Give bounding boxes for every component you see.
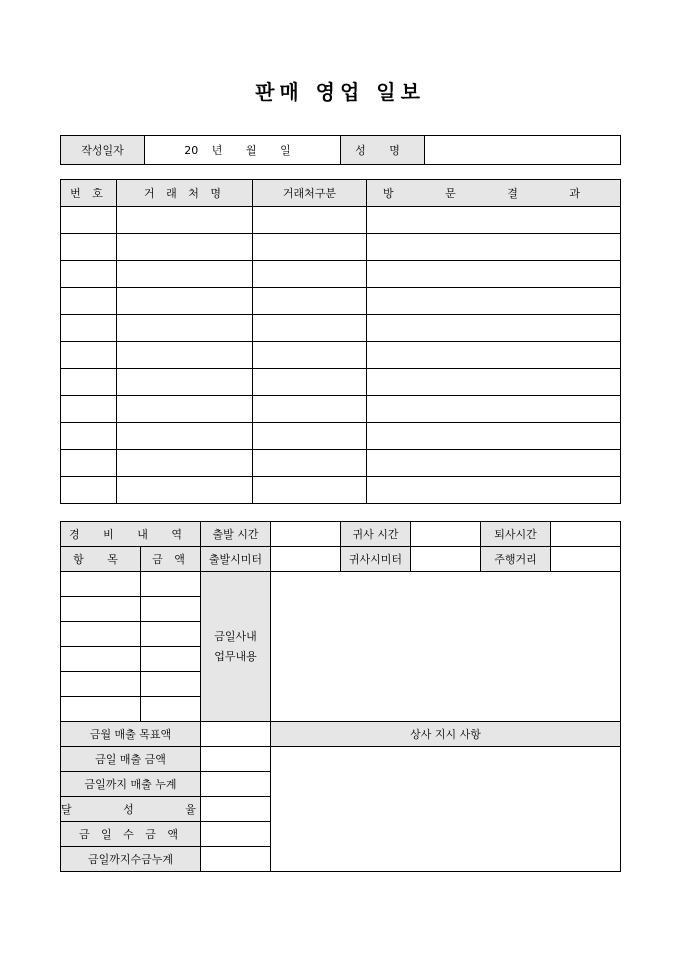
visit-result-cell[interactable] [367,423,621,450]
date-year: 20 [184,144,199,157]
daily-collection-field[interactable] [201,822,271,847]
visit-result-cell[interactable] [367,315,621,342]
visit-row [61,369,621,396]
visit-client-name-cell[interactable] [117,315,253,342]
work-label-line-1: 금일사내 [214,629,257,643]
expense-item-cell[interactable] [61,622,141,647]
visit-client-name-cell[interactable] [117,261,253,288]
distance-label: 주행거리 [481,547,551,572]
visit-client-type-cell[interactable] [253,423,367,450]
depart-time-label: 출발 시간 [201,522,271,547]
superior-instructions-label: 상사 지시 사항 [271,722,621,747]
daily-sales-field[interactable] [201,747,271,772]
visit-client-type-cell[interactable] [253,369,367,396]
document-title: 판매 영업 일보 [255,80,425,104]
visit-result-cell[interactable] [367,288,621,315]
visit-number-cell[interactable] [61,396,117,423]
date-unit-year: 년 [211,144,223,157]
amount-label: 금 액 [141,547,201,572]
item-label: 항 목 [61,547,141,572]
cumulative-sales-label: 금일까지 매출 누계 [61,772,201,797]
expense-amount-cell[interactable] [141,597,201,622]
visit-row [61,342,621,369]
depart-meter-field[interactable] [271,547,341,572]
header-info-table [60,135,621,165]
visit-table [60,179,621,504]
expense-label: 경 비 내 역 [61,522,201,547]
date-unit-day: 일 [280,144,291,157]
expense-item-cell[interactable] [61,697,141,722]
visit-result-cell[interactable] [367,261,621,288]
visit-row [61,207,621,234]
col-client-name-header: 거 래 처 명 [117,180,253,207]
visit-result-cell[interactable] [367,207,621,234]
visit-client-name-cell[interactable] [117,477,253,504]
visit-number-cell[interactable] [61,342,117,369]
monthly-target-label: 금월 매출 목표액 [61,722,201,747]
visit-client-type-cell[interactable] [253,315,367,342]
expense-amount-cell[interactable] [141,672,201,697]
visit-row [61,423,621,450]
visit-number-cell[interactable] [61,477,117,504]
visit-number-cell[interactable] [61,261,117,288]
visit-client-name-cell[interactable] [117,342,253,369]
expense-report-table [60,521,621,872]
visit-client-type-cell[interactable] [253,207,367,234]
monthly-target-field[interactable] [201,722,271,747]
visit-row [61,288,621,315]
visit-row [61,450,621,477]
cumulative-collection-label: 금일까지수금누계 [61,847,201,872]
superior-instructions-field[interactable] [271,747,621,872]
col-number-header: 번 호 [61,180,117,207]
visit-number-cell[interactable] [61,369,117,396]
visit-client-name-cell[interactable] [117,234,253,261]
return-meter-field[interactable] [411,547,481,572]
depart-time-field[interactable] [271,522,341,547]
visit-row [61,261,621,288]
visit-number-cell[interactable] [61,234,117,261]
visit-number-cell[interactable] [61,315,117,342]
visit-row [61,396,621,423]
visit-result-cell[interactable] [367,342,621,369]
visit-row [61,234,621,261]
work-content-label [201,572,271,722]
distance-field[interactable] [551,547,621,572]
visit-result-cell[interactable] [367,477,621,504]
achievement-rate-label: 달 성 율 [61,797,201,822]
date-field[interactable] [145,136,341,165]
date-unit-month: 월 [245,144,257,157]
visit-client-type-cell[interactable] [253,477,367,504]
visit-result-cell[interactable] [367,234,621,261]
visit-client-name-cell[interactable] [117,369,253,396]
name-field[interactable] [425,136,621,165]
expense-item-cell[interactable] [61,597,141,622]
name-label: 성 명 [341,136,425,165]
return-meter-label: 귀사시미터 [341,547,411,572]
visit-number-cell[interactable] [61,450,117,477]
visit-client-type-cell[interactable] [253,261,367,288]
visit-client-type-cell[interactable] [253,450,367,477]
expense-item-cell[interactable] [61,647,141,672]
date-label: 작성일자 [61,136,145,165]
return-time-field[interactable] [411,522,481,547]
visit-row [61,477,621,504]
expense-item-cell[interactable] [61,572,141,597]
daily-collection-label: 금 일 수 금 액 [61,822,201,847]
cumulative-collection-field[interactable] [201,847,271,872]
depart-meter-label: 출발시미터 [201,547,271,572]
visit-client-name-cell[interactable] [117,207,253,234]
visit-client-type-cell[interactable] [253,342,367,369]
visit-result-cell[interactable] [367,369,621,396]
leave-time-field[interactable] [551,522,621,547]
visit-result-cell[interactable] [367,396,621,423]
expense-amount-cell[interactable] [141,572,201,597]
return-time-label: 귀사 시간 [341,522,411,547]
visit-number-cell[interactable] [61,207,117,234]
expense-item-cell[interactable] [61,672,141,697]
daily-sales-label: 금일 매출 금액 [61,747,201,772]
expense-amount-cell[interactable] [141,622,201,647]
visit-client-name-cell[interactable] [117,396,253,423]
visit-client-type-cell[interactable] [253,234,367,261]
visit-number-cell[interactable] [61,288,117,315]
visit-row [61,315,621,342]
visit-number-cell[interactable] [61,423,117,450]
work-content-field[interactable] [271,572,621,722]
visit-client-type-cell[interactable] [253,396,367,423]
visit-header-row [61,180,621,207]
leave-time-label: 퇴사시간 [481,522,551,547]
visit-client-name-cell[interactable] [117,288,253,315]
expense-amount-cell[interactable] [141,697,201,722]
visit-client-name-cell[interactable] [117,423,253,450]
cumulative-sales-field[interactable] [201,772,271,797]
col-client-type-header: 거래처구분 [253,180,367,207]
visit-client-type-cell[interactable] [253,288,367,315]
work-label-line-2: 업무내용 [214,649,257,663]
expense-amount-cell[interactable] [141,647,201,672]
visit-result-cell[interactable] [367,450,621,477]
col-visit-result-header: 방 문 결 과 [367,180,621,207]
visit-client-name-cell[interactable] [117,450,253,477]
